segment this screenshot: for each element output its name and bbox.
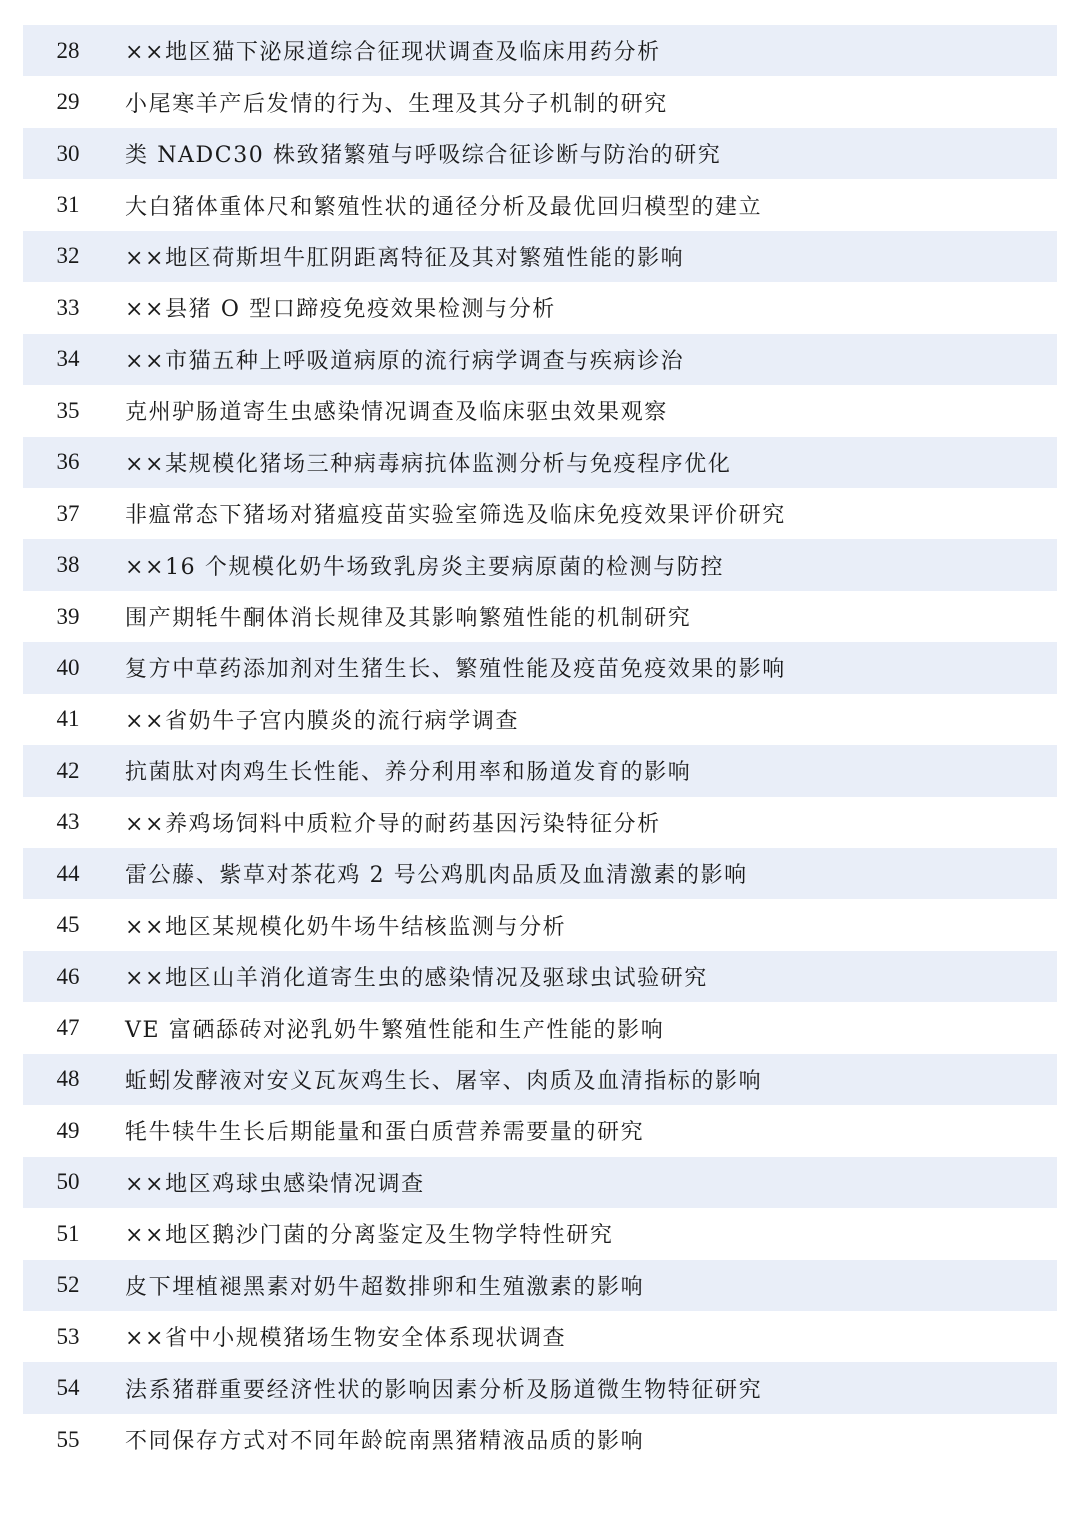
table-row xyxy=(23,1157,1057,1208)
topic-title: ××县猪 O 型口蹄疫免疫效果检测与分析 xyxy=(125,297,556,323)
topic-title: ××养鸡场饲料中质粒介导的耐药基因污染特征分析 xyxy=(125,811,661,837)
topic-number: 37 xyxy=(56,500,80,526)
topic-number: 41 xyxy=(56,706,80,732)
table-row xyxy=(23,694,1057,745)
topic-title: VE 富硒舔砖对泌乳奶牛繁殖性能和生产性能的影响 xyxy=(125,1017,665,1043)
table-row xyxy=(23,334,1057,385)
table-row xyxy=(23,25,1057,76)
topic-number: 31 xyxy=(56,192,80,218)
table-row xyxy=(23,231,1057,282)
topic-number: 54 xyxy=(56,1375,80,1401)
topic-title: ××地区荷斯坦牛肛阴距离特征及其对繁殖性能的影响 xyxy=(125,245,685,271)
topic-title: ××地区山羊消化道寄生虫的感染情况及驱球虫试验研究 xyxy=(125,966,708,992)
table-row xyxy=(23,282,1057,333)
topic-title: 非瘟常态下猪场对猪瘟疫苗实验室筛选及临床免疫效果评价研究 xyxy=(125,503,786,529)
table-row xyxy=(23,1002,1057,1053)
table-row xyxy=(23,1311,1057,1362)
topic-number: 40 xyxy=(56,654,80,680)
topic-title: 大白猪体重体尺和繁殖性状的通径分析及最优回归模型的建立 xyxy=(125,194,763,220)
topic-title: ××市猫五种上呼吸道病原的流行病学调查与疾病诊治 xyxy=(125,348,685,374)
topic-number: 47 xyxy=(56,1015,80,1041)
topic-number: 30 xyxy=(56,140,80,166)
topic-number: 29 xyxy=(56,89,80,115)
table-row xyxy=(23,951,1057,1002)
table-row xyxy=(23,488,1057,539)
topic-title: ××地区鹅沙门菌的分离鉴定及生物学特性研究 xyxy=(125,1223,614,1249)
topic-number: 38 xyxy=(56,552,80,578)
table-row xyxy=(23,1260,1057,1311)
table-row xyxy=(23,899,1057,950)
topic-title: 克州驴肠道寄生虫感染情况调查及临床驱虫效果观察 xyxy=(125,400,668,426)
table-row xyxy=(23,1362,1057,1413)
topic-title: 复方中草药添加剂对生猪生长、繁殖性能及疫苗免疫效果的影响 xyxy=(125,657,786,683)
topic-title: ××某规模化猪场三种病毒病抗体监测分析与免疫程序优化 xyxy=(125,451,732,477)
topic-number: 44 xyxy=(56,860,80,886)
topic-title: 围产期牦牛酮体消长规律及其影响繁殖性能的机制研究 xyxy=(125,606,692,632)
table-row xyxy=(23,642,1057,693)
table-row xyxy=(23,1414,1057,1465)
table-row xyxy=(23,179,1057,230)
topic-number: 36 xyxy=(56,449,80,475)
topic-title: 牦牛犊牛生长后期能量和蛋白质营养需要量的研究 xyxy=(125,1120,645,1146)
table-row xyxy=(23,797,1057,848)
topic-title: 雷公藤、紫草对茶花鸡 2 号公鸡肌肉品质及血清激素的影响 xyxy=(125,863,748,889)
topic-number: 28 xyxy=(56,37,80,63)
table-row xyxy=(23,128,1057,179)
topic-title: ××地区鸡球虫感染情况调查 xyxy=(125,1171,425,1197)
topic-number: 52 xyxy=(56,1272,80,1298)
topic-title: 法系猪群重要经济性状的影响因素分析及肠道微生物特征研究 xyxy=(125,1377,763,1403)
topic-number: 55 xyxy=(56,1426,80,1452)
topic-title: 类 NADC30 株致猪繁殖与呼吸综合征诊断与防治的研究 xyxy=(125,143,722,169)
topic-number: 35 xyxy=(56,397,80,423)
topic-table xyxy=(23,25,1057,1465)
topic-title: 小尾寒羊产后发情的行为、生理及其分子机制的研究 xyxy=(125,91,668,117)
table-row xyxy=(23,1208,1057,1259)
topic-number: 53 xyxy=(56,1323,80,1349)
table-row xyxy=(23,745,1057,796)
topic-number: 42 xyxy=(56,757,80,783)
topic-number: 46 xyxy=(56,963,80,989)
table-row xyxy=(23,385,1057,436)
table-row xyxy=(23,76,1057,127)
topic-number: 45 xyxy=(56,912,80,938)
topic-title: ××省奶牛子宫内膜炎的流行病学调查 xyxy=(125,708,520,734)
topic-title: 蚯蚓发酵液对安义瓦灰鸡生长、屠宰、肉质及血清指标的影响 xyxy=(125,1068,763,1094)
table-row xyxy=(23,539,1057,590)
table-row xyxy=(23,1105,1057,1156)
topic-number: 50 xyxy=(56,1169,80,1195)
table-row xyxy=(23,848,1057,899)
topic-number: 49 xyxy=(56,1117,80,1143)
topic-number: 51 xyxy=(56,1220,80,1246)
topic-number: 34 xyxy=(56,346,80,372)
topic-number: 32 xyxy=(56,243,80,269)
topic-title: 抗菌肽对肉鸡生长性能、养分利用率和肠道发育的影响 xyxy=(125,760,692,786)
topic-title: 皮下埋植褪黑素对奶牛超数排卵和生殖激素的影响 xyxy=(125,1274,645,1300)
topic-number: 33 xyxy=(56,294,80,320)
topic-title: 不同保存方式对不同年龄皖南黑猪精液品质的影响 xyxy=(125,1429,645,1455)
topic-title: ××地区猫下泌尿道综合征现状调查及临床用药分析 xyxy=(125,40,661,66)
topic-title: ××省中小规模猪场生物安全体系现状调查 xyxy=(125,1326,567,1352)
topic-number: 39 xyxy=(56,603,80,629)
topic-title: ××16 个规模化奶牛场致乳房炎主要病原菌的检测与防控 xyxy=(125,554,725,580)
topic-title: ××地区某规模化奶牛场牛结核监测与分析 xyxy=(125,914,567,940)
table-row xyxy=(23,591,1057,642)
topic-number: 43 xyxy=(56,809,80,835)
table-row xyxy=(23,437,1057,488)
topic-number: 48 xyxy=(56,1066,80,1092)
table-row xyxy=(23,1054,1057,1105)
